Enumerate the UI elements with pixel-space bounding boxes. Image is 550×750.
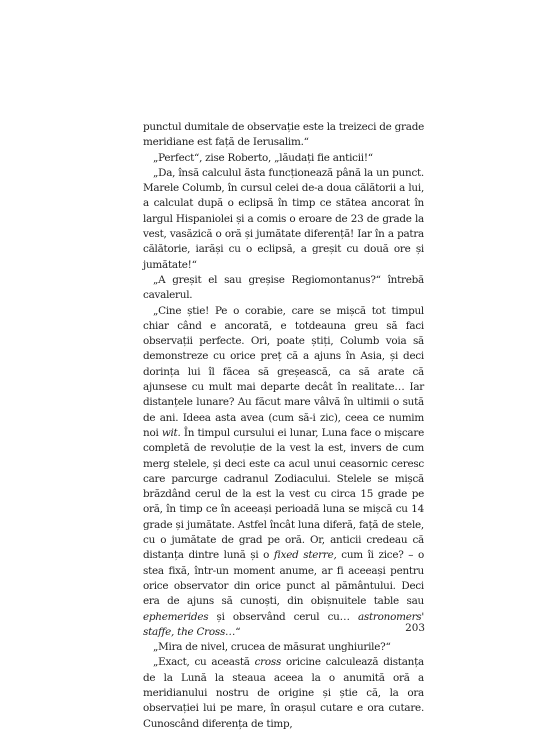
italic-phrase: fixed sterre,: [273, 549, 337, 562]
paragraph: [143, 166, 424, 273]
text-run: „Exact, cu această: [153, 656, 255, 669]
paragraph: [143, 273, 424, 304]
text-run: „Mira de nivel, crucea de măsurat unghiurile?“: [153, 641, 391, 654]
text-run: oricine calculează distanța de la Lună la steaua aceea la o anumită oră a meridianului nostru de origine și știe că, la ora observației lui pe mare, în orașul cutare e ora cutare. Cunoscând diferența de timp,: [143, 656, 424, 730]
text-run: În timpul cursului ei lunar, Luna face o mișcare completă de revoluție de la vest la est, invers de cum merg stelele, și deci este ca acul unui ceasornic ceresc care parcurge cadranul Zodiacului. Stelele se mișcă brăzdând cerul de la est la vest cu circa 15 grade pe oră, în timp ce în aceeași perioadă luna se mișcă cu 14 grade și jumătate. Astfel încât luna diferă, față de stele, cu o jumătate de grad pe oră. Or, anticii credeau că distanța dintre lună și o: [143, 426, 424, 562]
italic-phrase: cross: [254, 656, 282, 669]
italic-phrase: astronomers' staffe, the Cross…: [143, 610, 424, 638]
page-number: 203: [405, 622, 425, 634]
text-run: „A greșit el sau greșise Regiomontanus?“ întrebă cavalerul.: [143, 273, 424, 302]
text-run: “: [235, 625, 241, 638]
text-run: „Cine știe! Pe o corabie, care se mișcă tot timpul chiar când e ancorată, e totdeauna greu să faci observații perfecte. Ori, poate știți, Columb voia să demonstreze cu orice preț că a ajuns în Asia, și deci dorința lui îl făcea să greșească, ca să arate că ajunsese cu mult mai departe decât în realitate… Iar distanțele lunare? Au făcut mare vâlvă în ultimii o sută de ani. Ideea asta avea (cum să-i zic), ceea ce numim noi: [143, 304, 424, 439]
text-run: cum îi zice? – o stea fixă, într-un moment anume, ar fi aceeași pentru orice observator din orice punct al pământului. Deci era de ajuns să cunoști, din obișnuitele table sau: [143, 549, 424, 608]
text-run: punctul dumitale de observație este la treizeci de grade meridiane est față de Ierusalim.“: [143, 121, 424, 149]
body-text: [143, 120, 424, 732]
text-run: „Da, însă calculul ăsta funcționează până la un punct. Marele Columb, în cursul celei de-a doua călătorii a lui, a calculat după o eclipsă în timp ce stătea ancorat în largul Hispaniolei și a comis o eroare de 23 de grade la vest, vasăzică o oră și jumătate diferență! Iar în a patra călătorie, iarăși cu o eclipsă, a greșit cu două ore și jumătate!“: [143, 166, 424, 271]
text-run: și observând cerul cu…: [208, 610, 358, 623]
paragraph: [143, 151, 424, 166]
paragraph: [143, 120, 424, 151]
italic-phrase: wit.: [161, 426, 181, 439]
text-run: „Perfect“, zise Roberto, „lăudați fie anticii!“: [153, 151, 373, 164]
paragraph: [143, 640, 424, 655]
paragraph: [143, 304, 424, 641]
italic-phrase: ephemerides: [143, 610, 209, 623]
paragraph: [143, 655, 424, 731]
